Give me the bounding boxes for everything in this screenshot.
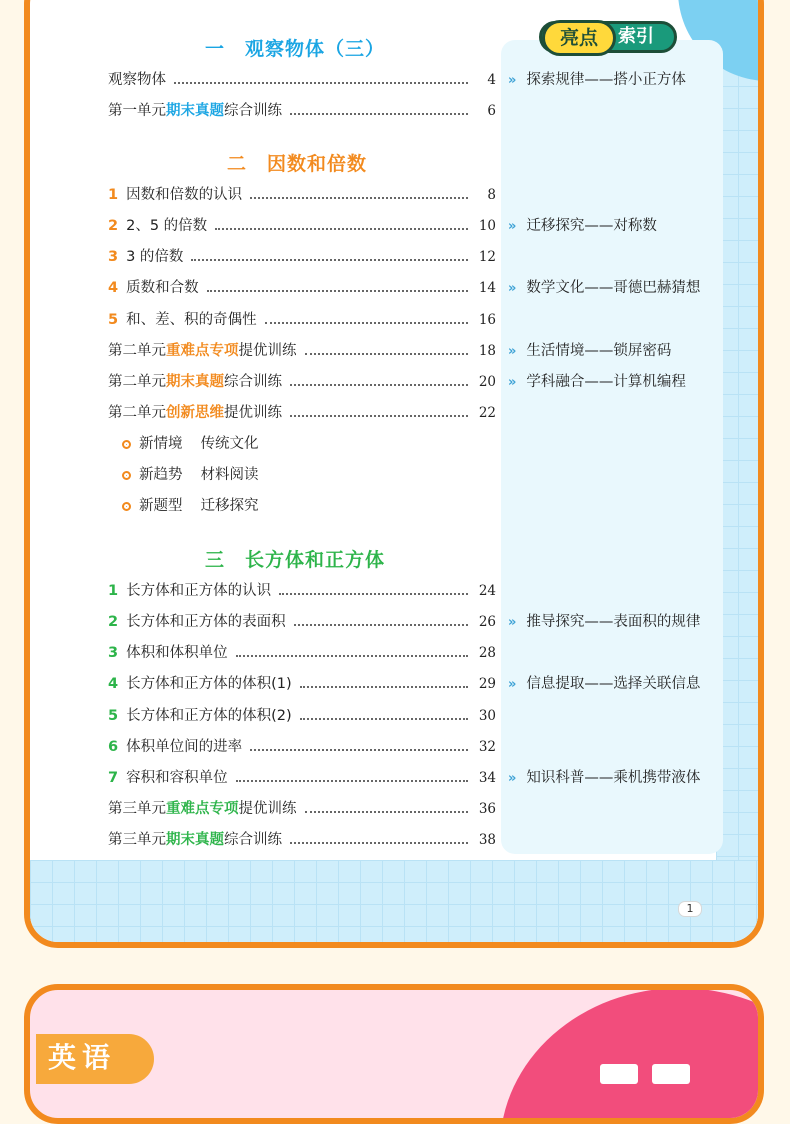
toc-row[interactable] [108,246,496,268]
item-label [126,309,257,331]
bullet-icon [122,440,131,449]
highlight-item[interactable] [508,673,700,695]
toc-row[interactable] [108,673,496,695]
item-label-text: 长方体和正方体的认识 [126,583,272,599]
leader-dots [207,280,468,292]
item-label-text: 质数和合数 [126,280,199,296]
highlight-item-text: 知识科普——乘机携带液体 [526,770,701,786]
item-label-suffix: 提优训练 [224,405,282,421]
chevron-right-icon: » [508,771,517,786]
highlight-item[interactable] [508,767,700,789]
item-number: 2 [108,218,119,234]
highlight-item-text: 推导探究——表面积的规律 [526,614,701,630]
white-box-decoration [600,1064,638,1084]
item-label-text: 第二单元 [108,374,166,390]
chevron-right-icon: » [508,344,517,359]
toc-row[interactable] [108,705,496,727]
leader-dots [305,801,469,813]
item-label-text: 第三单元 [108,832,166,848]
item-label-suffix: 综合训练 [224,374,282,390]
toc-row[interactable] [108,736,496,758]
item-label-text: 长方体和正方体的体积(2) [126,708,292,724]
item-label-text: 3 的倍数 [126,249,184,265]
item-label-text: 和、差、积的奇偶性 [126,312,257,328]
page-ref: 28 [478,645,496,661]
page-ref: 4 [487,72,496,88]
sub-item [122,464,259,486]
item-label [108,100,282,122]
toc-row[interactable] [108,69,496,91]
sub-item [122,433,259,455]
highlights-sidebar [501,40,723,854]
toc-row[interactable] [108,402,496,424]
section-title-3: 三 长方体和正方体 [205,549,386,571]
highlight-item-text: 迁移探究——对称数 [526,218,657,234]
item-highlight-text: 创新思维 [166,405,224,421]
page-ref: 8 [487,187,496,203]
leader-dots [236,770,468,782]
item-label [126,277,199,299]
item-label [126,736,242,758]
page-ref: 14 [478,280,496,296]
item-number: 7 [108,770,119,786]
item-label [108,798,297,820]
leader-dots [305,343,469,355]
sub-item-keyword: 新情境 [139,436,183,452]
page-ref: 22 [478,405,496,421]
item-label-text: 观察物体 [108,72,166,88]
page-ref: 24 [478,583,496,599]
item-label [108,402,282,424]
item-highlight-text: 重难点专项 [166,343,239,359]
sub-item-keyword: 新趋势 [139,467,183,483]
section-title-2: 二 因数和倍数 [227,153,368,175]
toc-row[interactable] [108,611,496,633]
chevron-right-icon: » [508,281,517,296]
english-card [24,984,764,1124]
leader-dots [290,405,468,417]
item-label-suffix: 提优训练 [238,343,297,359]
toc-row[interactable] [108,184,496,206]
highlight-item-text: 数学文化——哥德巴赫猜想 [526,280,701,296]
item-number: 6 [108,739,119,755]
item-label [108,340,297,362]
item-label [126,767,228,789]
badge-rest-text: 索引 [618,26,654,47]
item-label [126,642,228,664]
highlight-item[interactable] [508,277,700,299]
item-number: 3 [108,645,119,661]
toc-row[interactable] [108,580,496,602]
leader-dots [290,832,468,844]
page-ref: 32 [478,739,496,755]
item-label [126,184,242,206]
chevron-right-icon: » [508,219,517,234]
item-number: 4 [108,676,119,692]
leader-dots [300,676,468,688]
item-label-suffix: 综合训练 [224,832,282,848]
item-number: 1 [108,583,119,599]
page-ref: 10 [478,218,496,234]
toc-row[interactable] [108,798,496,820]
toc-row[interactable] [108,829,496,851]
highlight-item-text: 生活情境——锁屏密码 [526,343,672,359]
item-label-text: 容积和容积单位 [126,770,228,786]
badge-highlight-text: 亮点 [542,20,616,56]
item-number: 4 [108,280,119,296]
highlight-item[interactable] [508,371,686,393]
item-label-text: 第二单元 [108,343,166,359]
page-ref: 26 [478,614,496,630]
bullet-icon [122,471,131,480]
sub-item-text: 迁移探究 [200,498,259,514]
highlight-item[interactable] [508,215,657,237]
item-highlight-text: 期末真题 [166,103,224,119]
page-ref: 29 [478,676,496,692]
toc-row[interactable] [108,642,496,664]
chevron-right-icon: » [508,615,517,630]
leader-dots [215,218,468,230]
leader-dots [191,249,468,261]
highlight-item[interactable] [508,69,686,91]
bullet-icon [122,502,131,511]
item-label [108,371,282,393]
toc-row[interactable] [108,767,496,789]
leader-dots [279,583,468,595]
item-highlight-text: 期末真题 [166,374,224,390]
item-number: 3 [108,249,119,265]
item-highlight-text: 重难点专项 [166,801,239,817]
page-ref: 20 [478,374,496,390]
item-label-text: 长方体和正方体的表面积 [126,614,286,630]
toc-row[interactable] [108,340,496,362]
leader-dots [250,739,468,751]
item-label-text: 2、5 的倍数 [126,218,208,234]
grid-decoration-bottom [30,860,758,942]
sub-item [122,495,259,517]
highlight-item-text: 信息提取——选择关联信息 [526,676,701,692]
page-ref: 36 [478,801,496,817]
item-label [126,611,286,633]
item-label [126,246,183,268]
item-label-text: 第一单元 [108,103,166,119]
item-label [108,829,282,851]
item-highlight-text: 期末真题 [166,832,224,848]
leader-dots [265,312,468,324]
highlight-item[interactable] [508,340,671,362]
item-label-text: 体积单位间的进率 [126,739,243,755]
item-number: 5 [108,708,119,724]
english-title: 英语 [36,1034,154,1084]
toc-row[interactable] [108,277,496,299]
pink-circle-decoration [500,988,764,1124]
chevron-right-icon: » [508,375,517,390]
chevron-right-icon: » [508,677,517,692]
item-label-text: 第二单元 [108,405,166,421]
leader-dots [290,103,468,115]
sub-item-text: 材料阅读 [200,467,259,483]
leader-dots [294,614,468,626]
toc-row[interactable] [108,100,496,122]
toc-row[interactable] [108,371,496,393]
highlight-item[interactable] [508,611,700,633]
white-box-decoration [652,1064,690,1084]
item-label-suffix: 综合训练 [224,103,282,119]
item-label-text: 第三单元 [108,801,166,817]
page-ref: 6 [487,103,496,119]
page-number: 1 [678,901,702,917]
item-number: 5 [108,312,119,328]
page-ref: 18 [478,343,496,359]
item-label [126,705,292,727]
leader-dots [236,645,468,657]
page-ref: 34 [478,770,496,786]
item-label [126,215,207,237]
item-label [108,69,166,91]
page-ref: 16 [478,312,496,328]
item-label-text: 体积和体积单位 [126,645,228,661]
sub-item-keyword: 新题型 [139,498,183,514]
highlight-item-text: 学科融合——计算机编程 [526,374,686,390]
item-number: 1 [108,187,119,203]
leader-dots [300,708,468,720]
section-title-1: 一 观察物体（三） [205,38,386,60]
toc-row[interactable] [108,215,496,237]
item-label [126,673,292,695]
item-label [126,580,271,602]
toc-row[interactable] [108,309,496,331]
item-label-text: 因数和倍数的认识 [126,187,243,203]
item-number: 2 [108,614,119,630]
page-ref: 30 [478,708,496,724]
leader-dots [250,187,468,199]
page-ref: 38 [478,832,496,848]
leader-dots [290,374,468,386]
sub-item-text: 传统文化 [200,436,259,452]
highlight-item-text: 探索规律——搭小正方体 [526,72,686,88]
page-ref: 12 [478,249,496,265]
item-label-suffix: 提优训练 [238,801,297,817]
highlights-index-badge [539,21,677,53]
chevron-right-icon: » [508,73,517,88]
leader-dots [174,72,468,84]
item-label-text: 长方体和正方体的体积(1) [126,676,292,692]
